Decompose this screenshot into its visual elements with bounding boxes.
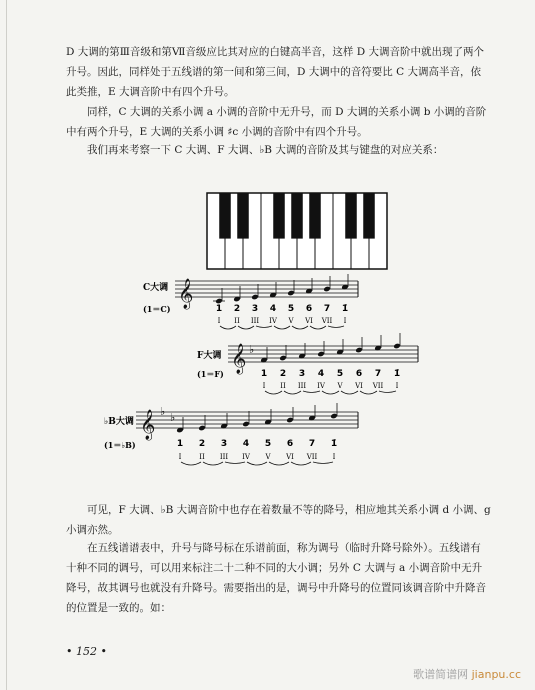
watermark-text: 歌谱简谱网 (413, 668, 469, 681)
black-key (363, 193, 375, 239)
scale-degree-roman: III (250, 317, 260, 325)
interval-arc (310, 326, 326, 329)
scale-degree-number: 4 (269, 304, 277, 314)
scale-degree-roman: VI (305, 317, 313, 325)
scale-degree-number: 7 (323, 304, 331, 314)
interval-arc (203, 462, 223, 465)
flat-icon: ♭ (170, 411, 176, 424)
scale-degree-roman: I (343, 317, 347, 325)
interval-arc (247, 462, 267, 465)
scale-degree-roman: VII (321, 317, 333, 325)
scale-degree-roman: IV (242, 453, 250, 461)
scale-degree-number: 6 (305, 304, 313, 314)
black-key (291, 193, 303, 239)
scale-degree-number: 2 (279, 369, 287, 379)
scale-degree-roman: I (262, 382, 266, 390)
interval-arc (360, 391, 377, 394)
black-key (273, 193, 285, 239)
scale-degree-roman: I (217, 317, 221, 325)
interval-arc (220, 326, 236, 329)
staff (136, 403, 358, 465)
scale-degree-roman: V (265, 453, 271, 461)
treble-clef-icon: 𝄞 (140, 410, 156, 440)
interval-arc (238, 326, 254, 329)
staff (175, 274, 358, 329)
scale-degree-number: 1̇ (341, 304, 349, 314)
black-key (219, 193, 231, 239)
interval-arc (379, 391, 396, 393)
paragraph-5 (66, 538, 486, 618)
scale-c-major (143, 274, 358, 329)
text-line: 在五线谱谱表中，升号与降号标在乐谱前面，称为调号（临时升降号除外）。五线谱有 (87, 542, 481, 554)
text-line: D 大调的第Ⅲ音级和第Ⅶ音级应比其对应的白键高半音，这样 D 大调音阶中就出现了两个 (66, 46, 485, 58)
scale-label: ♭B大调 (104, 417, 134, 427)
scale-degree-roman: II (280, 382, 286, 390)
interval-arc (181, 462, 201, 465)
scale-degree-roman: II (234, 317, 240, 325)
text-line: 的位置是一致的。如： (66, 602, 171, 614)
scale-degree-roman: IV (317, 382, 325, 390)
scale-degree-number: 3 (220, 439, 228, 449)
scale-degree-roman: V (288, 317, 294, 325)
interval-arc (303, 391, 320, 393)
scale-degree-number: 3 (251, 304, 259, 314)
scale-degree-roman: III (297, 382, 307, 390)
piano-keyboard (207, 193, 387, 269)
black-key (237, 193, 249, 239)
scale-degree-roman: VII (306, 453, 318, 461)
interval-arc (269, 462, 289, 465)
interval-arc (265, 391, 282, 394)
treble-clef-icon: 𝄞 (231, 344, 247, 374)
scale-f-major (197, 333, 418, 394)
scale-degree-number: 3 (298, 369, 306, 379)
paragraph-4 (66, 500, 491, 540)
scale-degree-number: 1 (176, 439, 184, 449)
scale-degree-roman: VII (372, 382, 384, 390)
black-key (345, 193, 357, 239)
scale-degree-roman: VI (355, 382, 363, 390)
watermark-url: jianpu.cc (471, 668, 521, 681)
scale-degree-number: 7 (374, 369, 382, 379)
scale-degree-roman: III (219, 453, 229, 461)
flat-icon: ♭ (249, 343, 255, 356)
interval-arc (256, 326, 272, 328)
scale-bflat-major (104, 403, 358, 465)
scale-degree-number: 5 (336, 369, 344, 379)
scale-degree-number: 2 (198, 439, 206, 449)
page-number: • 152 • (66, 645, 107, 658)
interval-arc (292, 326, 308, 329)
scale-label: C大调 (143, 283, 169, 293)
scale-degree-number: 1 (260, 369, 268, 379)
text-line: 降号，故其调号也就没有升降号。需要指出的是，调号中升降号的位置同该调音阶中升降音 (66, 582, 486, 594)
scale-degree-number: 5 (264, 439, 272, 449)
scale-degree-number: 4 (317, 369, 325, 379)
scale-tonic: (1＝F) (197, 369, 224, 379)
treble-clef-icon: 𝄞 (178, 279, 194, 309)
interval-arc (225, 462, 245, 464)
scale-degree-roman: IV (269, 317, 277, 325)
scale-degree-roman: II (199, 453, 205, 461)
scale-degree-roman: VI (286, 453, 294, 461)
text-line: 可见，F 大调、♭B 大调音阶中也存在着数量不等的降号，相应地其关系小调 d 小调、g (87, 504, 491, 516)
scale-degree-number: 2 (233, 304, 241, 314)
scale-degree-number: 5 (287, 304, 295, 314)
interval-arc (328, 326, 344, 328)
scale-degree-number: 4 (242, 439, 250, 449)
scale-degree-number: 6 (355, 369, 363, 379)
scale-degree-roman: I (395, 382, 399, 390)
black-key (309, 193, 321, 239)
scale-degree-number: 1 (215, 304, 223, 314)
text-line: 升号。因此，同样处于五线谱的第一间和第三间，D 大调中的音符要比 C 大调高半音，依 (66, 66, 481, 78)
scale-tonic: (1＝♭B) (104, 440, 136, 450)
text-line: 中有两个升号，E 大调的关系小调 ♯c 小调的音阶中有四个升号。 (66, 126, 368, 138)
scale-degree-number: 1̇ (393, 369, 401, 379)
interval-arc (284, 391, 301, 394)
text-line: 小调亦然。 (66, 524, 119, 536)
interval-arc (341, 391, 358, 394)
staff (228, 333, 418, 394)
watermark (413, 666, 521, 682)
text-line: 此类推，E 大调音阶中有四个升号。 (66, 86, 235, 98)
scale-tonic: (1＝C) (143, 304, 171, 314)
scale-degree-number: 6 (286, 439, 294, 449)
scale-degree-roman: I (332, 453, 336, 461)
interval-arc (291, 462, 311, 465)
text-line: 我们再来考察一下 C 大调、F 大调、♭B 大调的音阶及其与键盘的对应关系： (87, 144, 444, 156)
scale-label: F大调 (197, 351, 222, 361)
scale-degree-roman: I (178, 453, 182, 461)
interval-arc (322, 391, 339, 394)
scale-degree-roman: V (337, 382, 343, 390)
text-line: 同样，C 大调的关系小调 a 小调的音阶中无升号，而 D 大调的关系小调 b 小调的音阶 (87, 106, 487, 118)
scale-degree-number: 7 (308, 439, 316, 449)
text-line: 十种不同的调号，可以用来标注二十二种不同的大小调；另外 C 大调与 a 小调音阶中无升 (66, 562, 483, 574)
scale-degree-number: 1̇ (330, 439, 338, 449)
flat-icon: ♭ (160, 405, 166, 418)
interval-arc (274, 326, 290, 329)
interval-arc (313, 462, 333, 464)
